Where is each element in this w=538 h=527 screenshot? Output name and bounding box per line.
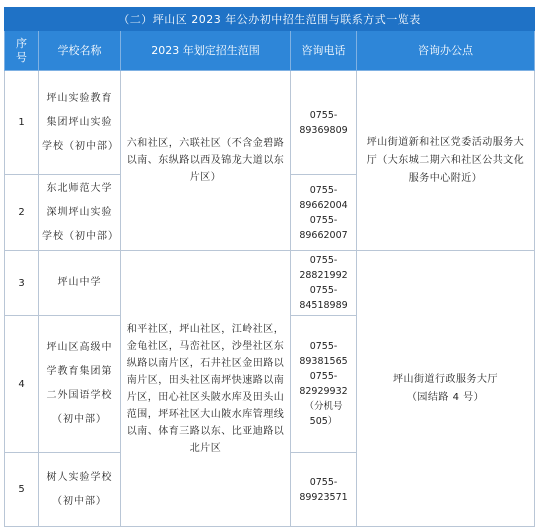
- header-office: 咨询办公点: [357, 31, 535, 71]
- school-name: 树人实验学校 （初中部）: [39, 453, 121, 527]
- consult-office: 坪山街道行政服务大厅 （园结路 4 号）: [357, 251, 535, 527]
- phone-number: 0755- 28821992 0755- 84518989: [291, 251, 357, 316]
- school-name: 坪山实验教育 集团坪山实验 学校（初中部）: [39, 71, 121, 175]
- table-row: [5, 251, 535, 316]
- table-title: （二）坪山区 2023 年公办初中招生范围与联系方式一览表: [5, 8, 535, 31]
- phone-number: 0755- 89662004 0755- 89662007: [291, 175, 357, 251]
- header-row: [5, 31, 535, 71]
- header-range: 2023 年划定招生范围: [121, 31, 291, 71]
- row-seq: 1: [5, 71, 39, 175]
- table-row: [5, 71, 535, 175]
- row-seq: 4: [5, 316, 39, 453]
- enrollment-table: [4, 7, 535, 527]
- school-name: 坪山区高级中 学教育集团第 二外国语学校 （初中部）: [39, 316, 121, 453]
- table-title-row: [5, 8, 535, 31]
- header-seq: 序号: [5, 31, 39, 71]
- row-seq: 2: [5, 175, 39, 251]
- header-phone: 咨询电话: [291, 31, 357, 71]
- phone-number: 0755- 89369809: [291, 71, 357, 175]
- phone-number: 0755- 89381565 0755- 82929932 （分机号 505）: [291, 316, 357, 453]
- row-seq: 3: [5, 251, 39, 316]
- school-name: 东北师范大学 深圳坪山实验 学校（初中部）: [39, 175, 121, 251]
- consult-office: 坪山街道新和社区党委活动服务大 厅（大东城二期六和社区公共文化 服务中心附近）: [357, 71, 535, 251]
- school-name: 坪山中学: [39, 251, 121, 316]
- enrollment-range: 六和社区，六联社区（不含金碧路 以南、东纵路以西及锦龙大道以东 片区）: [121, 71, 291, 251]
- header-school: 学校名称: [39, 31, 121, 71]
- phone-number: 0755- 89923571: [291, 453, 357, 527]
- row-seq: 5: [5, 453, 39, 527]
- enrollment-range: 和平社区，坪山社区，江岭社区， 金龟社区，马峦社区，沙壆社区东 纵路以南片区，石井社区金田路以 南片区，田头社区南坪快速路以南 片区，田心社区头陂水库及田头山 范围，坪环社区大山陂水库管理线 以南、体育三路以东、比亚迪路以 北片区: [121, 251, 291, 527]
